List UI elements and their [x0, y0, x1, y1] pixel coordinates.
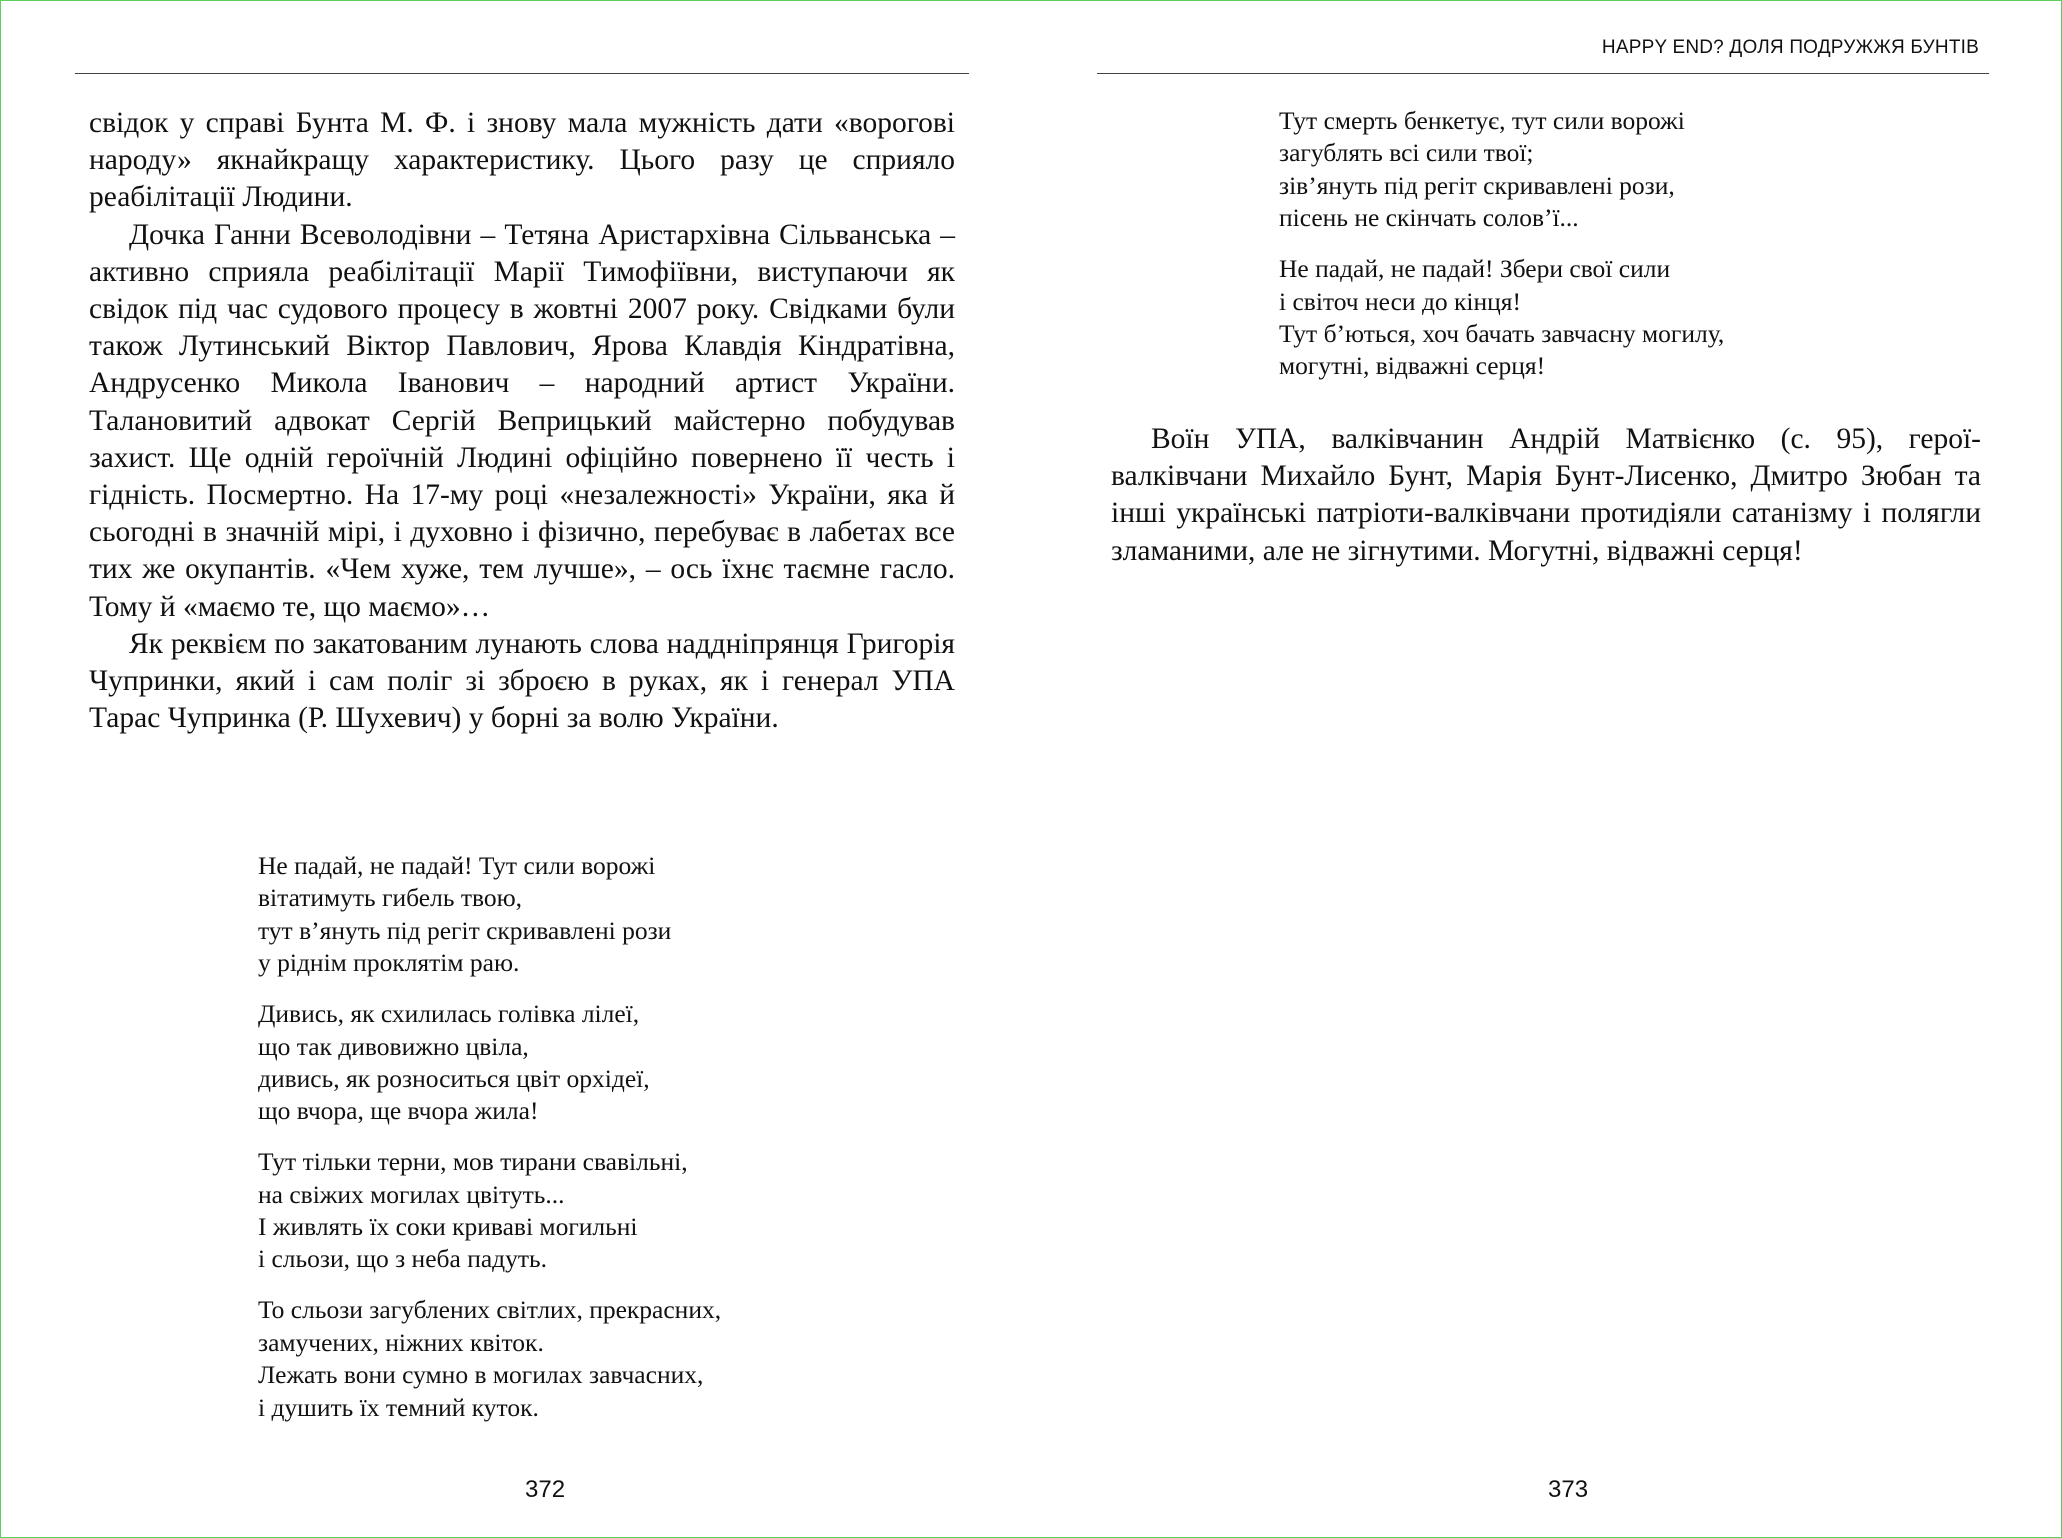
left-page — [1, 1, 1031, 1537]
page-number: 372 — [525, 1476, 566, 1503]
poem-line: І живлять їх соки криваві могильні — [258, 1212, 638, 1242]
poem-line: замучених, ніжних квіток. — [258, 1327, 544, 1357]
poem-line: зів’януть під регіт скривавлені рози, — [1279, 170, 1675, 200]
poem-stanza — [258, 1294, 721, 1424]
paragraph: Дочка Ганни Всеволодівни – Тетяна Аристархівна Сільванська – активно сприяла реабілітації Марії Тимофіївни, виступаючи як свідок під час судового процесу в жовтні 2007 року. Свідками були також Лутинський Віктор Павлович, Ярова Клавдія Кіндратівна, Андрусенко Микола Іванович – народний артист України. Талановитий адвокат Сергій Веприцький майстерно побудував захист. Ще одній героїчній Людині офіційно повернено її честь і гідність. Посмертно. На 17-му році «незалежності» України, яка й сьогодні в значній мірі, і духовно і фізично, перебуває в лабетах все тих же окупантів. «Чем хуже, тем лучше», – ось їхнє таємне гасло. Тому й «маємо те, що маємо»… — [89, 218, 955, 623]
poem-stanza — [258, 1146, 721, 1276]
poem-stanza — [258, 998, 721, 1128]
poem-line: і душить їх темний куток. — [258, 1392, 539, 1422]
right-page — [1031, 1, 2061, 1537]
poem — [258, 850, 721, 1443]
poem — [1279, 105, 1724, 401]
body-text — [1111, 421, 1981, 570]
poem-line: на свіжих могилах цвітуть... — [258, 1179, 565, 1209]
poem-line: і сльози, що з неба падуть. — [258, 1244, 548, 1274]
poem-line: Не падай, не падай! Тут сили ворожі — [258, 851, 656, 880]
poem-line: вітатимуть гибель твою, — [258, 883, 523, 913]
paragraph: свідок у справі Бунта М. Ф. і знову мала мужність дати «ворогові народу» якнайкращу характеристику. Цього разу це сприяло реабілітації Людини. — [89, 107, 955, 214]
poem-line: Дивись, як схилилась голівка лілеї, — [258, 999, 640, 1029]
poem-line: дивись, як розноситься цвіт орхідеї, — [258, 1063, 650, 1093]
poem-line: То сльози загублених світлих, прекрасних, — [258, 1295, 722, 1325]
poem-line: Тут тільки терни, мов тирани свавільні, — [258, 1147, 688, 1177]
poem-line: Тут б’ються, хоч бачать завчасну могилу, — [1279, 318, 1725, 348]
paragraph: Як реквієм по закатованим лунають слова наддніпрянця Григорія Чупринки, який і сам поліг зі зброєю в руках, як і генерал УПА Тарас Чупринка (Р. Шухевич) у борні за волю України. — [89, 627, 955, 735]
body-text — [89, 105, 955, 737]
poem-line: Лежать вони сумно в могилах завчасних, — [258, 1360, 704, 1390]
poem-stanza — [1279, 105, 1724, 235]
poem-line: тут в’януть під регіт скривавлені рози — [258, 915, 672, 945]
poem-stanza — [258, 850, 721, 980]
paragraph: Воїн УПА, валківчанин Андрій Матвієнко (с. 95), герої-валківчани Михайло Бунт, Марія Бунт-Лисенко, Дмитро Зюбан та інші українські патріоти-валківчани протидіяли сатанізму і полягли зламаними, але не зігнутими. Могутні, відважні серця! — [1111, 423, 1981, 567]
poem-line: Тут смерть бенкетує, тут сили ворожі — [1279, 106, 1685, 135]
poem-line: і світоч неси до кінця! — [1279, 286, 1522, 316]
poem-line: могутні, відважні серця! — [1279, 351, 1546, 381]
poem-line: що так дивовижно цвіла, — [258, 1031, 529, 1061]
poem-line: загублять всі сили твої; — [1279, 138, 1534, 168]
poem-line: у ріднім проклятім раю. — [258, 948, 520, 978]
page-number: 373 — [1548, 1476, 1589, 1503]
poem-line: пісень не скінчать солов’ї... — [1279, 203, 1579, 233]
header-rule — [1097, 73, 1989, 74]
poem-line: Не падай, не падай! Збери свої сили — [1279, 254, 1671, 284]
poem-line: що вчора, ще вчора жила! — [258, 1096, 539, 1126]
poem-stanza — [1279, 253, 1724, 383]
header-rule — [75, 73, 969, 74]
running-head: HAPPY END? ДОЛЯ ПОДРУЖЖЯ БУНТІВ — [1601, 37, 1979, 58]
